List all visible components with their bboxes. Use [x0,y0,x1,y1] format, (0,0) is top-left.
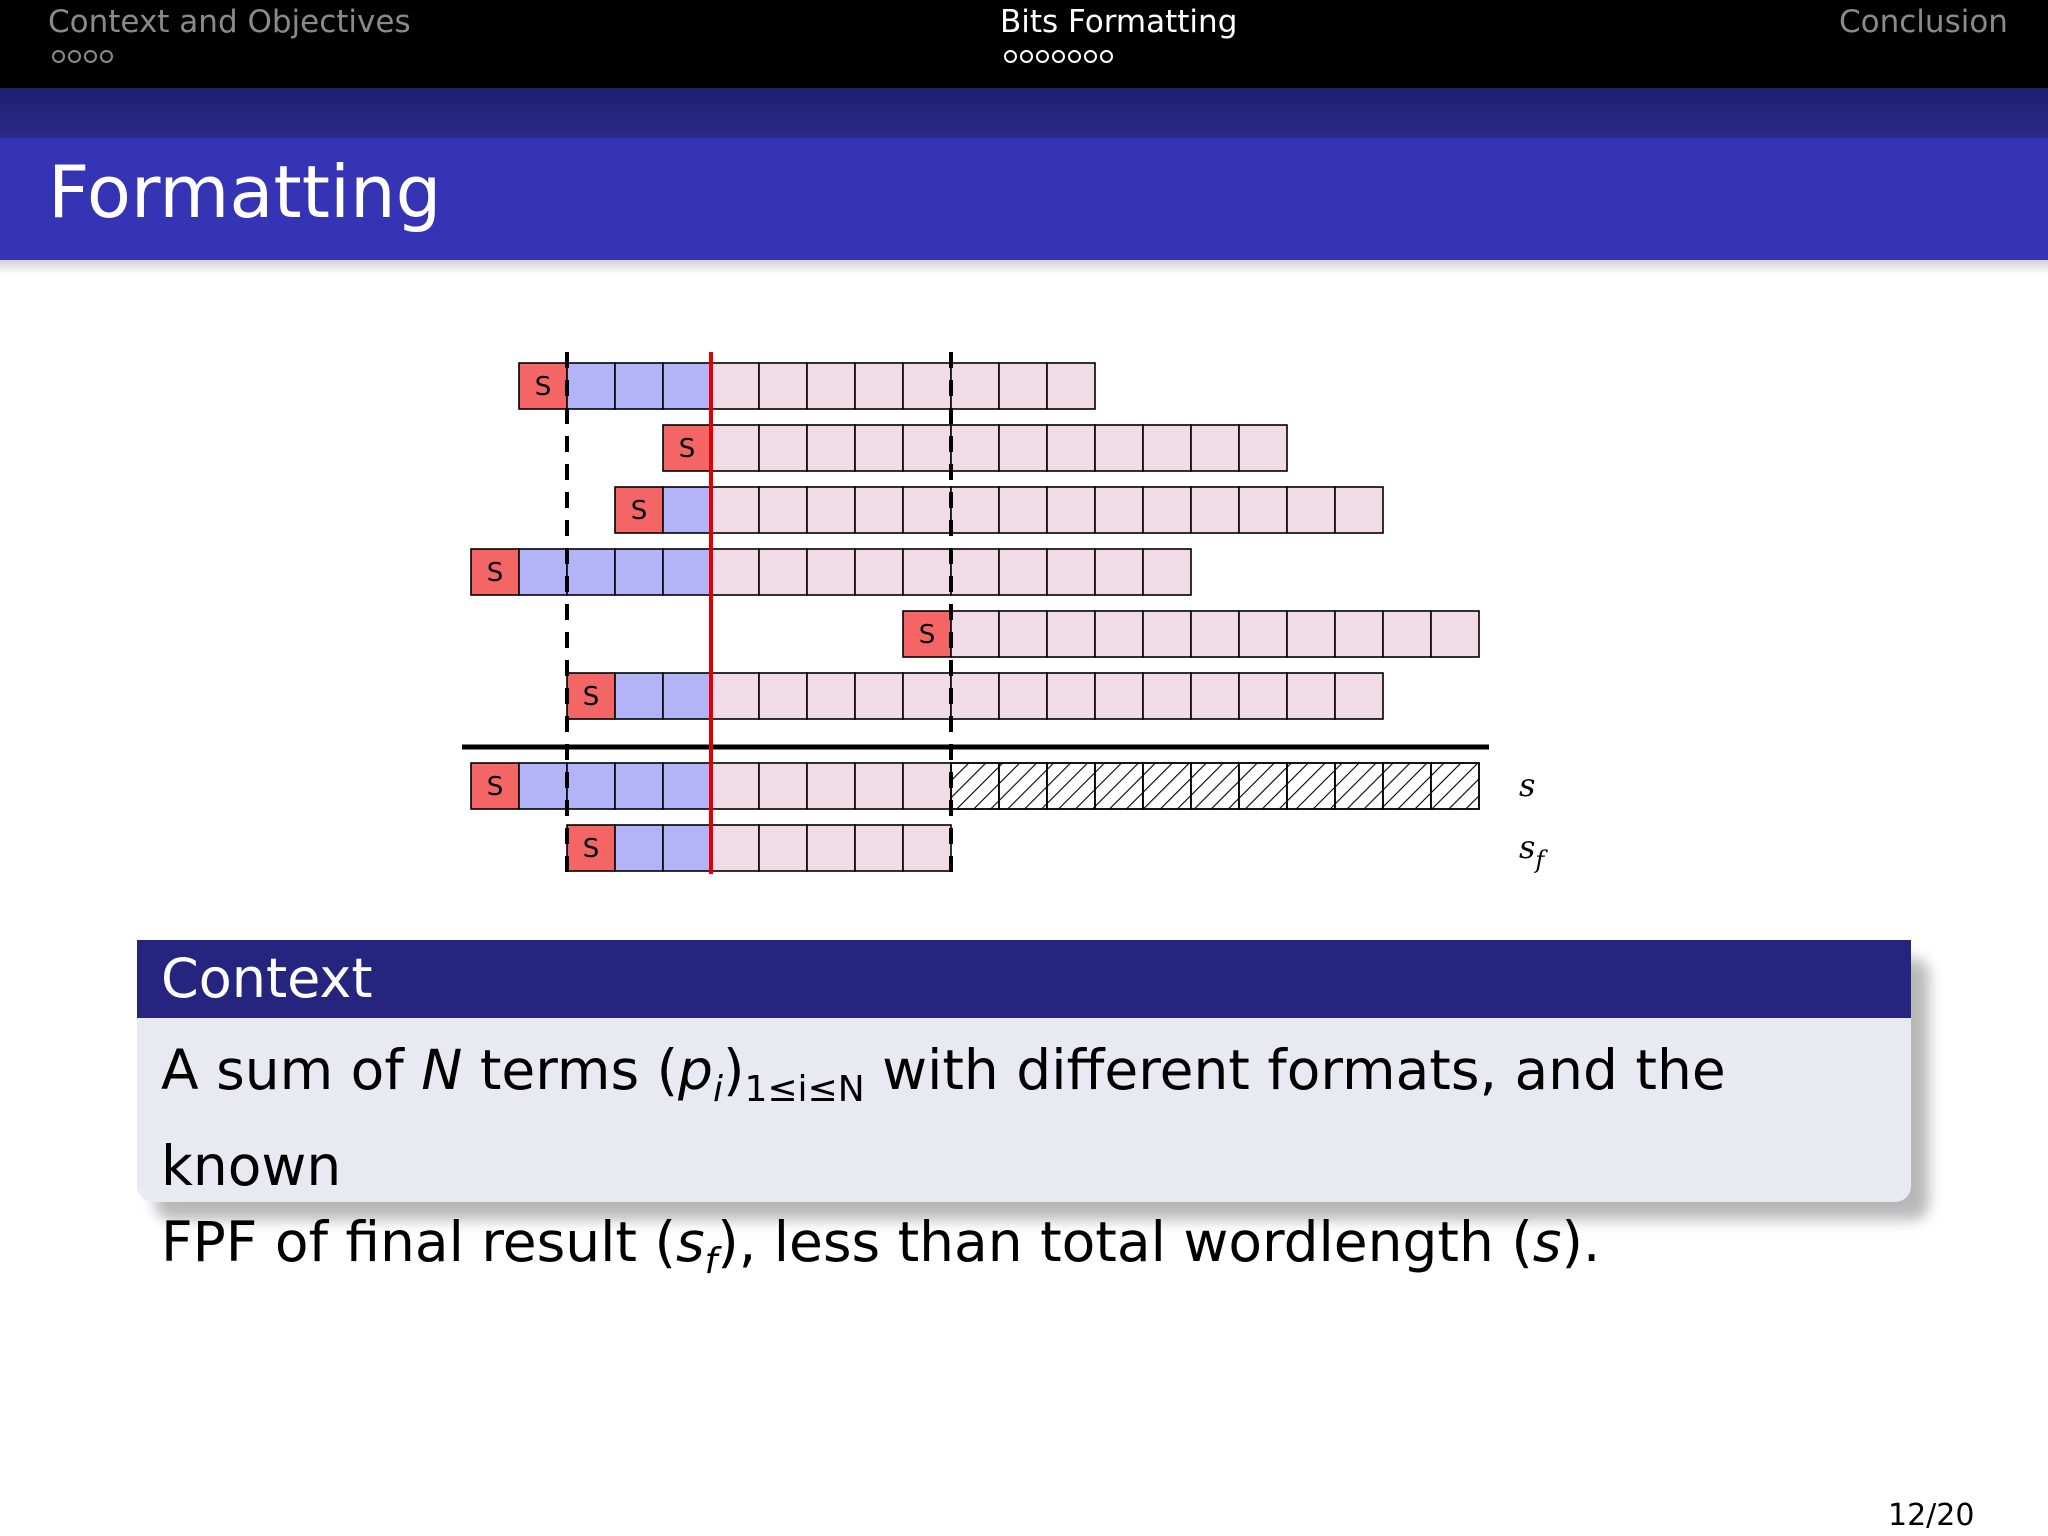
context-block-body [137,1018,1911,1300]
context-math-subscript: f [704,1241,718,1282]
fraction-bit-cell [807,487,855,533]
fraction-bit-cell [759,425,807,471]
sign-bit-label: S [582,834,600,864]
context-block-heading: Context [137,940,1911,1018]
fraction-bit-cell [1335,487,1383,533]
context-math: N [421,1038,463,1102]
discarded-bit-cell [1335,763,1383,809]
discarded-bit-cell [999,763,1047,809]
discarded-bit-cell [1047,763,1095,809]
integer-bit-cell [519,549,567,595]
integer-bit-cell [615,673,663,719]
fraction-bit-cell [1239,611,1287,657]
fraction-bit-cell [951,549,999,595]
fraction-bit-cell [1383,611,1431,657]
context-text: A sum of [161,1038,422,1102]
fraction-bit-cell [1047,673,1095,719]
fraction-bit-cell [711,549,759,595]
fraction-bit-cell [1335,611,1383,657]
integer-bit-cell [567,549,615,595]
slide-title: Formatting [48,150,442,234]
fraction-bit-cell [855,763,903,809]
fraction-bit-cell [807,763,855,809]
fraction-bit-cell [855,487,903,533]
fraction-bit-cell [999,611,1047,657]
fraction-bit-cell [1047,549,1095,595]
fraction-bit-cell [759,363,807,409]
fraction-bit-cell [903,673,951,719]
fraction-bit-cell [999,549,1047,595]
integer-bit-cell [615,549,663,595]
result-row-label: s [1519,766,1536,804]
fraction-bit-cell [759,763,807,809]
result-row-label: $s_f$ [1519,828,1548,874]
fraction-bit-cell [1047,363,1095,409]
integer-bit-cell [663,363,711,409]
fraction-bit-cell [1335,673,1383,719]
fraction-bit-cell [711,363,759,409]
sign-bit-label: S [918,620,936,650]
fraction-bit-cell [855,363,903,409]
discarded-bit-cell [951,763,999,809]
fraction-bit-cell [855,825,903,871]
fraction-bit-cell [1191,487,1239,533]
integer-bit-cell [663,825,711,871]
discarded-bit-cell [1095,763,1143,809]
fraction-bit-cell [1095,673,1143,719]
fraction-bit-cell [759,673,807,719]
fraction-bit-cell [1047,611,1095,657]
fraction-bit-cell [1143,425,1191,471]
fraction-bit-cell [855,425,903,471]
integer-bit-cell [567,763,615,809]
fraction-bit-cell [951,487,999,533]
fraction-bit-cell [1143,673,1191,719]
sign-bit-label: S [534,372,552,402]
sign-bit-label: S [486,558,504,588]
integer-bit-cell [615,363,663,409]
fraction-bit-cell [1143,549,1191,595]
fraction-bit-cell [807,673,855,719]
fraction-bit-cell [855,549,903,595]
context-block [137,940,1911,1282]
fraction-bit-cell [951,673,999,719]
fraction-bit-cell [1095,611,1143,657]
fraction-bit-cell [711,487,759,533]
fraction-bit-cell [855,673,903,719]
discarded-bit-cell [1383,763,1431,809]
nav-section-context-and-objectives[interactable]: Context and Objectives [48,4,411,40]
fraction-bit-cell [999,425,1047,471]
sign-bit-label: S [630,496,648,526]
fraction-bit-cell [1095,425,1143,471]
fraction-bit-cell [759,549,807,595]
fraction-bit-cell [1239,673,1287,719]
context-text: ), less than total wordlength ( [717,1210,1533,1274]
integer-bit-cell [567,363,615,409]
fraction-bit-cell [903,825,951,871]
fraction-bit-cell [1143,611,1191,657]
fraction-bit-cell [1191,611,1239,657]
nav-section-conclusion[interactable]: Conclusion [1839,4,2008,40]
fraction-bit-cell [1287,611,1335,657]
fraction-bit-cell [1239,487,1287,533]
fraction-bit-cell [759,487,807,533]
nav-section-bits-formatting[interactable]: Bits Formatting [1000,4,1238,40]
fraction-bit-cell [1239,425,1287,471]
fraction-bit-cell [1191,425,1239,471]
fraction-bit-cell [903,549,951,595]
fraction-bit-cell [1095,549,1143,595]
discarded-bit-cell [1431,763,1479,809]
fraction-bit-cell [807,363,855,409]
context-math-subscript: 1≤i≤N [744,1069,865,1110]
page-number: 12/20 [1888,1498,1975,1533]
fraction-bit-cell [903,763,951,809]
sign-bit-label: S [486,772,504,802]
discarded-bit-cell [1191,763,1239,809]
fraction-bit-cell [1143,487,1191,533]
fraction-bit-cell [1191,673,1239,719]
fraction-bit-cell [1047,425,1095,471]
sign-bit-label: S [582,682,600,712]
fraction-bit-cell [807,549,855,595]
integer-bit-cell [615,763,663,809]
integer-bit-cell [615,825,663,871]
fraction-bit-cell [999,673,1047,719]
integer-bit-cell [663,487,711,533]
context-text: FPF of final result ( [161,1210,676,1274]
discarded-bit-cell [1287,763,1335,809]
integer-bit-cell [663,763,711,809]
context-math: s [675,1210,705,1274]
discarded-bit-cell [1239,763,1287,809]
fraction-bit-cell [951,611,999,657]
fraction-bit-cell [903,425,951,471]
fraction-bit-cell [711,425,759,471]
fraction-bit-cell [1047,487,1095,533]
discarded-bit-cell [1143,763,1191,809]
context-math-subscript: i [712,1069,723,1110]
context-text: with different formats, and the known [161,1038,1726,1198]
fraction-bit-cell [1287,673,1335,719]
fraction-bit-cell [999,487,1047,533]
sign-bit-label: S [678,434,696,464]
fraction-bit-cell [903,487,951,533]
context-line-1 [161,1032,1887,1204]
context-math: p [678,1038,713,1102]
fraction-bit-cell [711,673,759,719]
fraction-bit-cell [999,363,1047,409]
fraction-bit-cell [711,825,759,871]
fraction-bit-cell [1095,487,1143,533]
fraction-bit-cell [1431,611,1479,657]
fraction-bit-cell [903,363,951,409]
context-text: ). [1561,1210,1601,1274]
fraction-bit-cell [807,825,855,871]
context-line-2 [161,1204,1887,1300]
context-text: terms ( [462,1038,679,1102]
fraction-bit-cell [711,763,759,809]
fraction-bit-cell [1287,487,1335,533]
result-row-label-subscript: f [1535,846,1545,874]
fraction-bit-cell [951,363,999,409]
integer-bit-cell [663,673,711,719]
context-math: s [1532,1210,1562,1274]
fraction-bit-cell [759,825,807,871]
fraction-bit-cell [807,425,855,471]
context-text: ) [722,1038,745,1102]
fraction-bit-cell [951,425,999,471]
integer-bit-cell [663,549,711,595]
integer-bit-cell [519,763,567,809]
